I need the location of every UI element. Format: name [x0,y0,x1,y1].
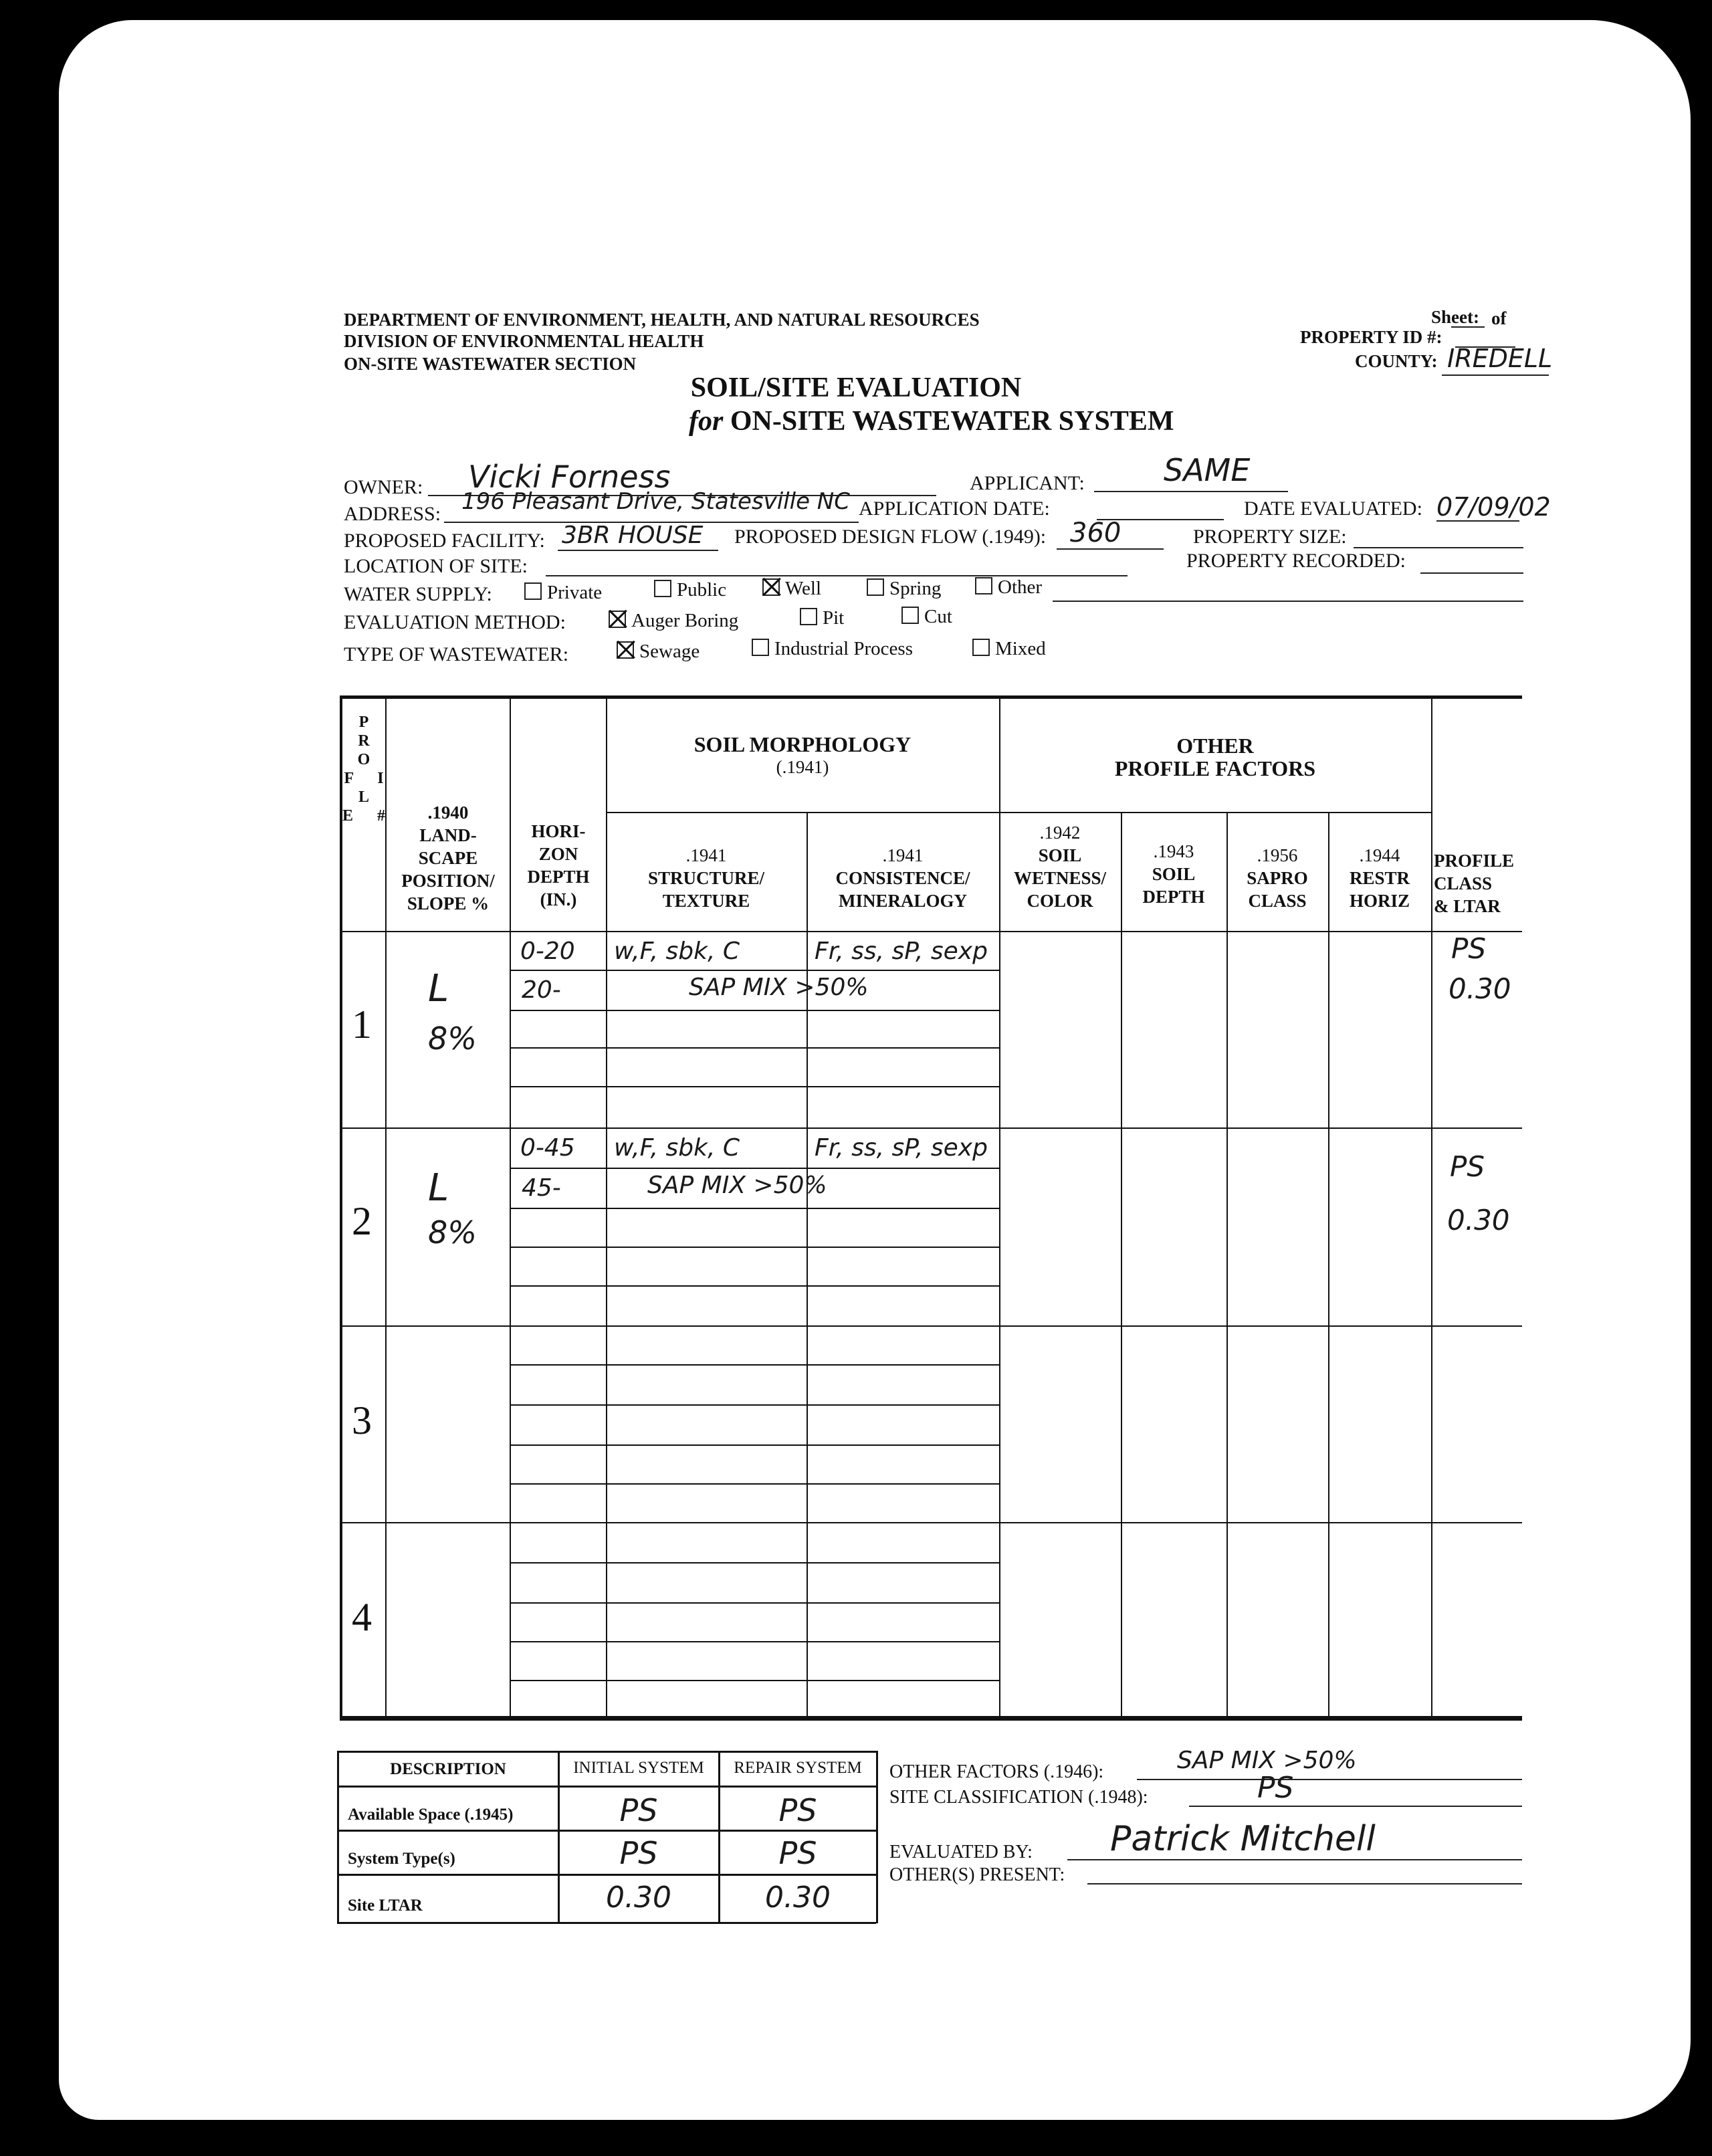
initial-system-header: INITIAL SYSTEM [573,1759,704,1777]
repair-value: PS [778,1792,817,1828]
checked-checkbox-icon [609,611,626,628]
applicant-value: SAME [1164,452,1251,488]
ww-industrial-option[interactable]: Industrial Process [752,638,913,660]
soil-note: SAP MIX >50% [647,1172,827,1199]
site-classification-value: PS [1257,1771,1294,1805]
initial-value: 0.30 [606,1880,671,1915]
division-name: DIVISION OF ENVIRONMENTAL HEALTH [344,331,704,351]
consistence-mineralogy: Fr, ss, sP, sexp [815,1134,988,1162]
owner-label: OWNER: [344,476,423,498]
soil-note: SAP MIX >50% [689,974,869,1001]
applicant-label: APPLICANT: [970,472,1085,494]
property-id-label: PROPERTY ID #: [1300,327,1442,347]
checkbox-icon [901,607,919,624]
horizon-depth-header: HORI- ZON DEPTH (IN.) [527,821,590,909]
water-other-option[interactable]: Other [975,576,1042,599]
eval-pit-option[interactable]: Pit [800,607,844,629]
structure-texture: w,F, sbk, C [614,938,740,965]
address-label: ADDRESS: [344,503,441,525]
checked-checkbox-icon [617,641,634,659]
design-flow-label: PROPOSED DESIGN FLOW (.1949): [734,526,1047,548]
restr-horiz-header: .1944 RESTR HORIZ [1349,845,1410,911]
eval-method-label: EVALUATION METHOD: [344,611,566,633]
evaluator-signature: Patrick Mitchell [1110,1819,1376,1859]
consistence-mineralogy: Fr, ss, sP, sexp [815,938,988,965]
slope-percent: 8% [428,1214,477,1251]
sapro-class-header: .1956 SAPRO CLASS [1247,845,1308,911]
profile-number: 1 [352,1002,372,1047]
owner-value: Vicki Forness [468,459,671,495]
repair-value: PS [778,1835,817,1871]
horizon-depth: 20- [522,976,561,1004]
location-label: LOCATION OF SITE: [344,555,528,577]
water-public-option[interactable]: Public [654,579,726,601]
profile-number: 4 [352,1595,372,1639]
checkbox-icon [800,608,817,625]
profile-header: P R O F I L E # [342,714,386,825]
summary-row-label: Available Space (.1945) [348,1806,514,1824]
sheet-of: of [1491,308,1507,328]
form-subtitle: ON-SITE WASTEWATER SYSTEM [730,406,1174,437]
summary-row-label: Site LTAR [348,1897,423,1915]
date-evaluated-label: DATE EVALUATED: [1244,498,1422,520]
wastewater-label: TYPE OF WASTEWATER: [344,643,569,665]
proposed-facility-label: PROPOSED FACILITY: [344,530,545,552]
eval-auger-option[interactable]: Auger Boring [609,610,738,632]
other-factors-value: SAP MIX >50% [1177,1747,1357,1774]
profile-ltar: 0.30 [1447,1204,1510,1236]
initial-value: PS [619,1792,658,1828]
horizon-depth: 0-20 [520,938,575,965]
structure-texture-header: .1941 STRUCTURE/ TEXTURE [647,845,765,911]
site-classification-label: SITE CLASSIFICATION (.1948): [889,1787,1148,1808]
profile-class-header: PROFILE CLASS & LTAR [1434,851,1515,916]
checkbox-icon [524,582,542,600]
proposed-facility-value: 3BR HOUSE [562,522,704,549]
checkbox-icon [972,639,990,656]
profile-class: PS [1450,1150,1485,1183]
address-value: 196 Pleasant Drive, Statesville NC [461,488,850,515]
others-present-label: OTHER(S) PRESENT: [889,1864,1065,1885]
repair-system-header: REPAIR SYSTEM [734,1759,862,1777]
county-value: IREDELL [1447,344,1553,373]
water-spring-option[interactable]: Spring [867,578,941,600]
profile-number: 3 [352,1398,372,1442]
checkbox-icon [654,580,671,597]
ww-mixed-option[interactable]: Mixed [972,638,1046,660]
horizon-depth: 45- [522,1174,561,1202]
eval-cut-option[interactable]: Cut [901,606,952,628]
application-date-label: APPLICATION DATE: [859,498,1050,520]
checkbox-icon [867,578,884,596]
soil-wetness-header: .1942 SOIL WETNESS/ COLOR [1013,823,1107,911]
other-profile-factors-header: OTHER PROFILE FACTORS [1114,734,1316,780]
landscape-position: L [428,967,449,1010]
date-evaluated-value: 07/09/02 [1436,492,1551,522]
dept-name: DEPARTMENT OF ENVIRONMENT, HEALTH, AND NATURAL RESOURCES [344,310,980,330]
soil-depth-header: .1943 SOIL DEPTH [1142,841,1205,907]
property-size-label: PROPERTY SIZE: [1193,526,1347,548]
soil-morphology-header: SOIL MORPHOLOGY (.1941) [693,732,912,777]
property-recorded-label: PROPERTY RECORDED: [1186,550,1406,572]
initial-value: PS [619,1835,658,1871]
section-name: ON-SITE WASTEWATER SECTION [344,354,637,374]
other-factors-label: OTHER FACTORS (.1946): [889,1761,1104,1782]
title-for: for [689,406,724,437]
checked-checkbox-icon [762,578,780,596]
consistence-mineralogy-header: .1941 CONSISTENCE/ MINERALOGY [835,845,970,911]
checkbox-icon [752,639,769,656]
sheet-label: Sheet: [1431,307,1479,327]
profile-ltar: 0.30 [1449,972,1511,1005]
water-well-option[interactable]: Well [762,578,821,600]
county-label: COUNTY: [1355,351,1438,371]
ww-sewage-option[interactable]: Sewage [617,641,700,663]
form-title: SOIL/SITE EVALUATION [690,372,1022,403]
repair-value: 0.30 [765,1880,831,1915]
horizon-depth: 0-45 [520,1134,575,1162]
description-header: DESCRIPTION [390,1760,506,1778]
evaluated-by-label: EVALUATED BY: [889,1842,1033,1862]
design-flow-value: 360 [1070,518,1121,548]
profile-number: 2 [352,1199,372,1243]
summary-row-label: System Type(s) [348,1850,455,1868]
water-private-option[interactable]: Private [524,582,602,604]
checkbox-icon [975,577,992,595]
landscape-header: .1940 LAND- SCAPE POSITION/ SLOPE % [401,802,495,913]
landscape-position: L [428,1166,449,1210]
profile-class: PS [1451,932,1486,965]
structure-texture: w,F, sbk, C [614,1134,740,1162]
water-supply-label: WATER SUPPLY: [344,583,492,605]
slope-percent: 8% [428,1020,477,1057]
